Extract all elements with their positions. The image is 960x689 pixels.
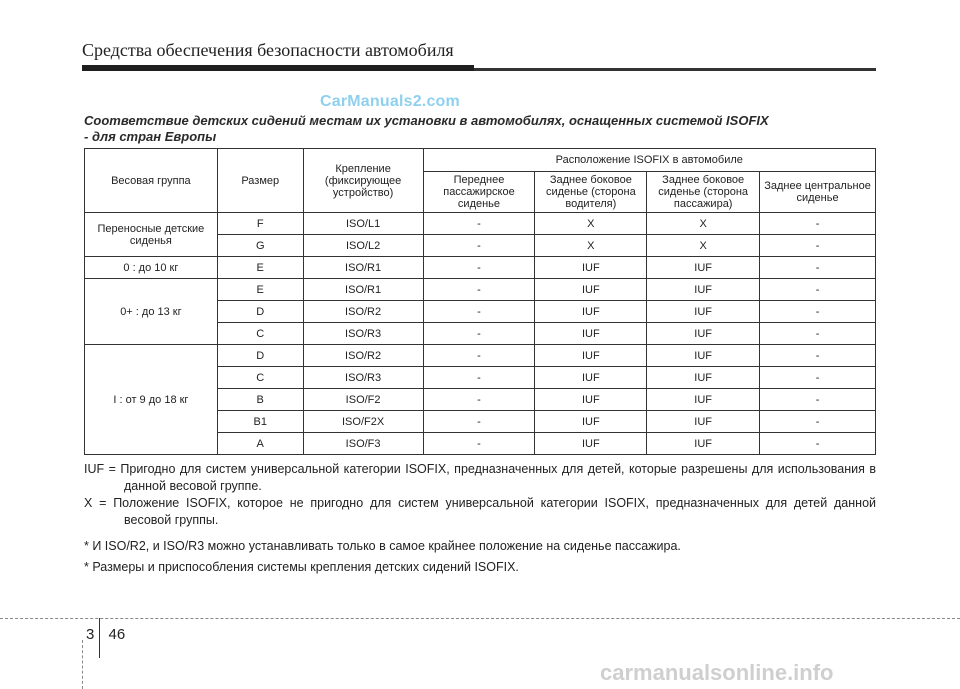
front-passenger-cell: -: [423, 345, 535, 367]
isofix-compatibility-table: [84, 148, 876, 455]
rear-center-cell: -: [760, 433, 876, 455]
note-iuf: IUF = Пригодно для систем универсальной категории ISOFIX, предназначенных для детей, которые разрешены для использования в данной весовой группе.: [84, 462, 876, 493]
rear-passenger-side-cell: IUF: [647, 433, 760, 455]
table-row: [85, 213, 876, 235]
rear-center-cell: -: [760, 367, 876, 389]
rear-driver-side-cell: IUF: [535, 257, 647, 279]
note-x: X = Положение ISOFIX, которое не пригодно для систем универсальной категории ISOFIX, предназначенных для детей данной весовой группы.: [84, 496, 876, 527]
rear-center-cell: -: [760, 323, 876, 345]
front-passenger-cell: -: [423, 235, 535, 257]
section-title-line1: Соответствие детских сидений местам их установки в автомобилях, оснащенных системой ISOFIX: [84, 113, 769, 128]
table-row: [85, 257, 876, 279]
chapter-number: 3: [86, 626, 95, 643]
rear-center-cell: -: [760, 279, 876, 301]
fixture-cell: ISO/R1: [303, 257, 423, 279]
size-cell: C: [217, 367, 303, 389]
table-body: [85, 213, 876, 455]
rear-driver-side-cell: IUF: [535, 345, 647, 367]
size-cell: B: [217, 389, 303, 411]
rear-center-cell: -: [760, 411, 876, 433]
fixture-cell: ISO/R3: [303, 323, 423, 345]
front-passenger-cell: -: [423, 301, 535, 323]
header-rear-center: Заднее центральное сиденье: [760, 172, 876, 213]
fixture-cell: ISO/R2: [303, 301, 423, 323]
rear-driver-side-cell: IUF: [535, 433, 647, 455]
rear-passenger-side-cell: IUF: [647, 411, 760, 433]
rear-passenger-side-cell: X: [647, 213, 760, 235]
weight-group-cell: 0 : до 10 кг: [85, 257, 218, 279]
rear-center-cell: -: [760, 301, 876, 323]
rear-center-cell: -: [760, 389, 876, 411]
fixture-cell: ISO/L2: [303, 235, 423, 257]
rear-passenger-side-cell: IUF: [647, 367, 760, 389]
fixture-cell: ISO/R3: [303, 367, 423, 389]
size-cell: A: [217, 433, 303, 455]
front-passenger-cell: -: [423, 411, 535, 433]
front-passenger-cell: -: [423, 433, 535, 455]
rear-passenger-side-cell: IUF: [647, 389, 760, 411]
header-rule-accent: [82, 65, 474, 71]
front-passenger-cell: -: [423, 279, 535, 301]
notes-block: [84, 461, 876, 576]
fixture-cell: ISO/F2: [303, 389, 423, 411]
size-cell: E: [217, 279, 303, 301]
rear-driver-side-cell: X: [535, 235, 647, 257]
rear-driver-side-cell: IUF: [535, 301, 647, 323]
size-cell: D: [217, 345, 303, 367]
size-cell: G: [217, 235, 303, 257]
front-passenger-cell: -: [423, 323, 535, 345]
section-title-line2: - для стран Европы: [84, 129, 217, 144]
watermark-top: CarManuals2.com: [320, 93, 460, 110]
header-front-passenger: Переднее пассажирское сиденье: [423, 172, 535, 213]
rear-center-cell: -: [760, 213, 876, 235]
weight-group-cell: I : от 9 до 18 кг: [85, 345, 218, 455]
note-star-1: * И ISO/R2, и ISO/R3 можно устанавливать только в самое крайнее положение на сиденье пассажира.: [84, 539, 681, 553]
header-fixture: Крепление (фиксирующее устройство): [303, 149, 423, 213]
size-cell: B1: [217, 411, 303, 433]
size-cell: C: [217, 323, 303, 345]
watermark-bottom: carmanualsonline.info: [600, 660, 834, 685]
front-passenger-cell: -: [423, 213, 535, 235]
header-weight-group: Весовая группа: [85, 149, 218, 213]
note-star-2: * Размеры и приспособления системы крепления детских сидений ISOFIX.: [84, 560, 519, 574]
weight-group-cell: 0+ : до 13 кг: [85, 279, 218, 345]
footer-dashed-vertical: [82, 640, 83, 689]
page-number-value: 46: [108, 626, 126, 643]
rear-driver-side-cell: IUF: [535, 367, 647, 389]
rear-center-cell: -: [760, 235, 876, 257]
front-passenger-cell: -: [423, 367, 535, 389]
rear-passenger-side-cell: IUF: [647, 257, 760, 279]
rear-driver-side-cell: IUF: [535, 323, 647, 345]
fixture-cell: ISO/R2: [303, 345, 423, 367]
fixture-cell: ISO/F3: [303, 433, 423, 455]
header-rear-driver-side: Заднее боковое сиденье (сторона водителя): [535, 172, 647, 213]
table-row: [85, 279, 876, 301]
rear-passenger-side-cell: X: [647, 235, 760, 257]
size-cell: D: [217, 301, 303, 323]
rear-passenger-side-cell: IUF: [647, 345, 760, 367]
header-rear-passenger-side: Заднее боковое сиденье (сторона пассажира): [647, 172, 760, 213]
page-number: [86, 626, 125, 643]
rear-driver-side-cell: X: [535, 213, 647, 235]
front-passenger-cell: -: [423, 257, 535, 279]
rear-passenger-side-cell: IUF: [647, 301, 760, 323]
rear-driver-side-cell: IUF: [535, 411, 647, 433]
footer-dashed-rule: [0, 618, 960, 620]
header-isofix-location: Расположение ISOFIX в автомобиле: [423, 149, 875, 172]
weight-group-cell: Переносные детские сиденья: [85, 213, 218, 257]
front-passenger-cell: -: [423, 389, 535, 411]
table-row: [85, 345, 876, 367]
section-title: [84, 113, 876, 145]
size-cell: F: [217, 213, 303, 235]
rear-center-cell: -: [760, 345, 876, 367]
rear-driver-side-cell: IUF: [535, 279, 647, 301]
header-size: Размер: [217, 149, 303, 213]
rear-passenger-side-cell: IUF: [647, 323, 760, 345]
page-header-title: Средства обеспечения безопасности автомобиля: [82, 40, 454, 60]
fixture-cell: ISO/L1: [303, 213, 423, 235]
size-cell: E: [217, 257, 303, 279]
rear-center-cell: -: [760, 257, 876, 279]
fixture-cell: ISO/R1: [303, 279, 423, 301]
rear-driver-side-cell: IUF: [535, 389, 647, 411]
rear-passenger-side-cell: IUF: [647, 279, 760, 301]
fixture-cell: ISO/F2X: [303, 411, 423, 433]
